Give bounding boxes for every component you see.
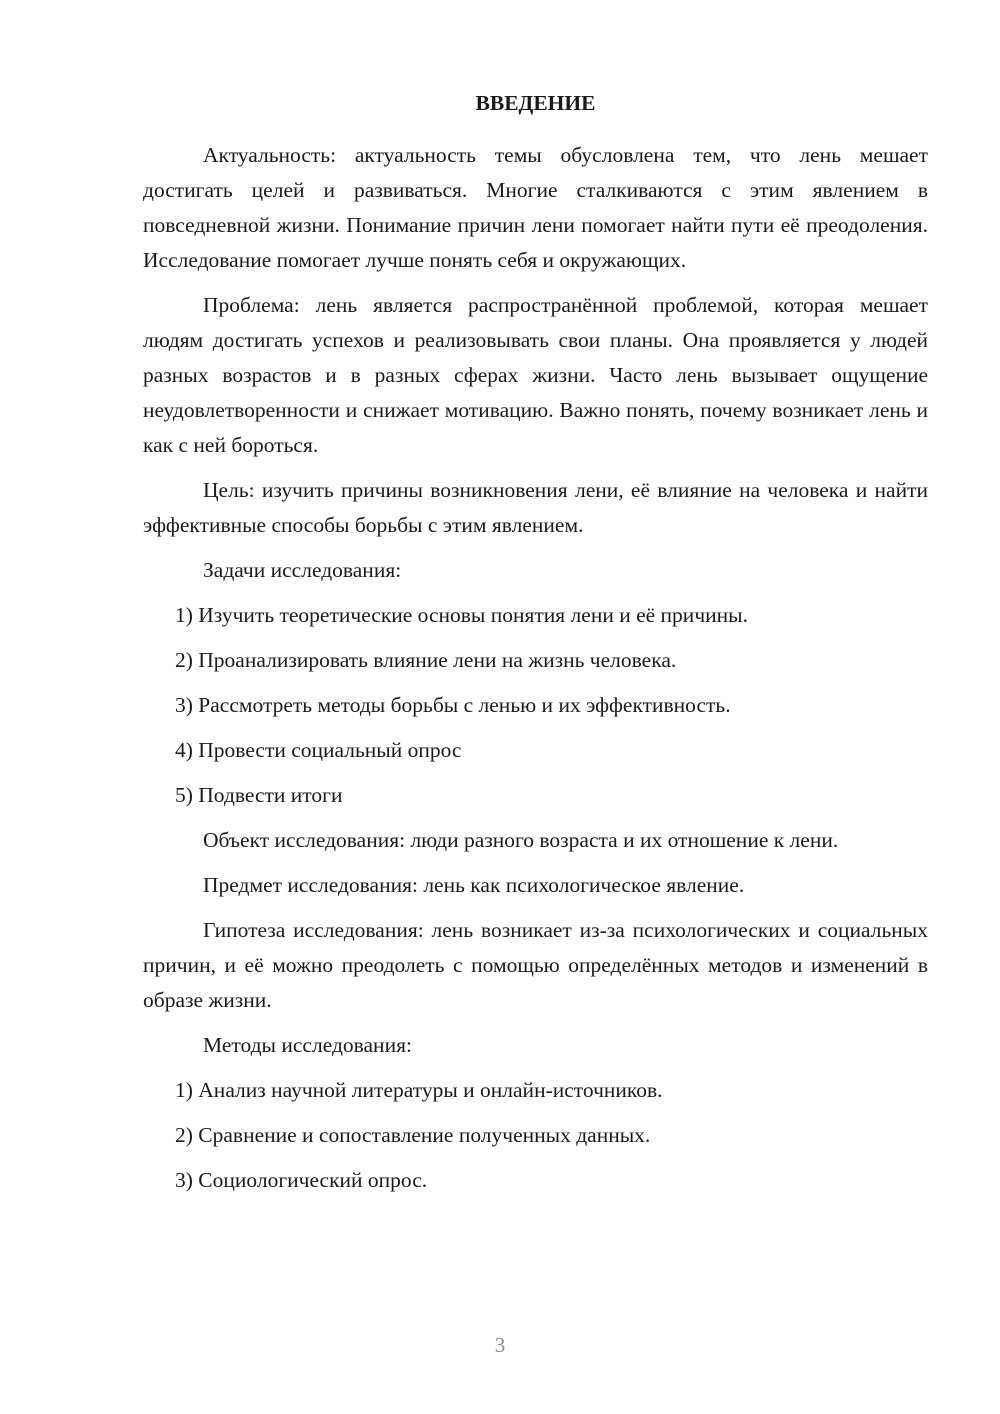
task-item: 2) Проанализировать влияние лени на жизнь человека. [175, 647, 677, 672]
hypothesis-paragraph: Гипотеза исследования: лень возникает из-за психологических и социальных причин, и её можно преодолеть с помощью определённых методов и изменений в образе жизни. [143, 917, 928, 1012]
method-item: 2) Сравнение и сопоставление полученных данных. [175, 1122, 651, 1147]
goal-paragraph: Цель: изучить причины возникновения лени, её влияние на человека и найти эффективные способы борьбы с этим явлением. [143, 477, 928, 537]
task-item: 4) Провести социальный опрос [175, 737, 462, 762]
task-item: 3) Рассмотреть методы борьбы с ленью и их эффективность. [175, 692, 731, 717]
page-number: 3 [494, 1333, 506, 1357]
relevance-paragraph: Актуальность: актуальность темы обусловлена тем, что лень мешает достигать целей и развиваться. Многие сталкиваются с этим явлением в повседневной жизни. Понимание причин лени помогает найти пути её преодоления. Исследование помогает лучше понять себя и окружающих. [143, 142, 928, 272]
tasks-list [143, 598, 928, 813]
methods-heading: Методы исследования: [203, 1032, 412, 1057]
document-page [143, 90, 928, 1208]
tasks-heading: Задачи исследования: [203, 557, 402, 582]
method-item: 1) Анализ научной литературы и онлайн-источников. [175, 1077, 663, 1102]
methods-list [143, 1073, 928, 1198]
section-title: ВВЕДЕНИЕ [475, 91, 596, 115]
subject-paragraph: Предмет исследования: лень как психологическое явление. [203, 872, 745, 897]
problem-paragraph: Проблема: лень является распространённой проблемой, которая мешает людям достигать успехов и реализовывать свои планы. Она проявляется у людей разных возрастов и в разных сферах жизни. Часто лень вызывает ощущение неудовлетворенности и снижает мотивацию. Важно понять, почему возникает лень и как с ней бороться. [143, 292, 928, 457]
task-item: 1) Изучить теоретические основы понятия лени и её причины. [175, 602, 748, 627]
task-item: 5) Подвести итоги [175, 782, 343, 807]
method-item: 3) Социологический опрос. [175, 1167, 428, 1192]
object-paragraph: Объект исследования: люди разного возраста и их отношение к лени. [203, 827, 839, 852]
